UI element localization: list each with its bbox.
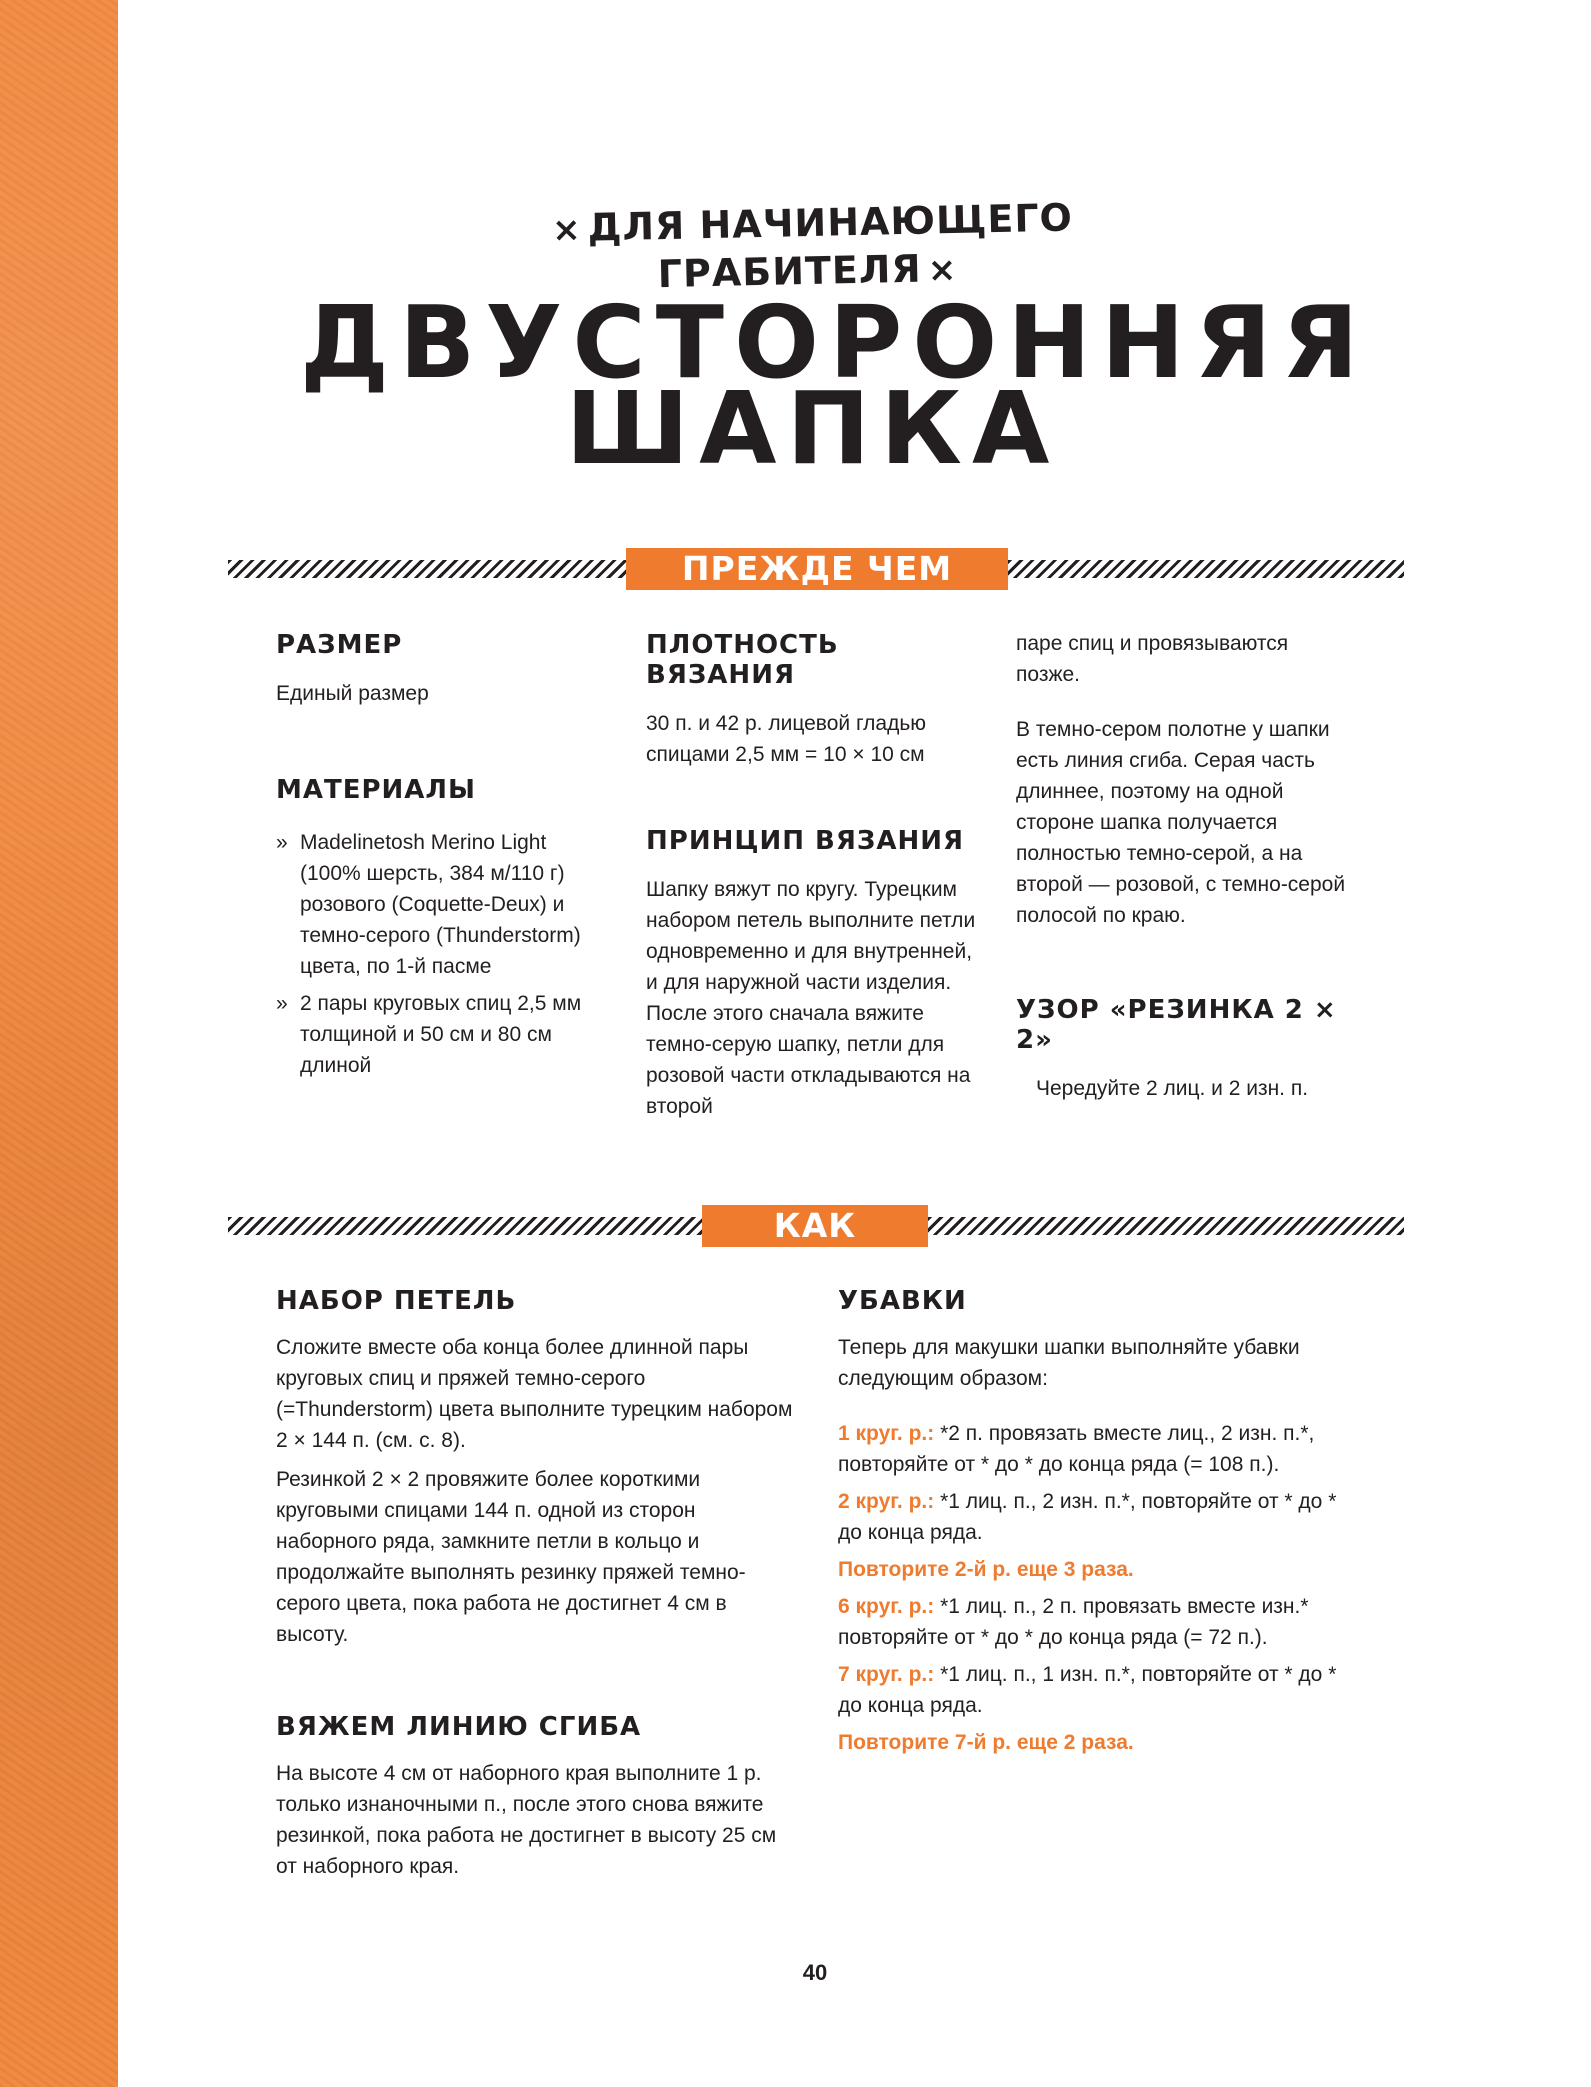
before-start-banner-label: ПРЕЖДЕ ЧЕМ НАЧАТЬ xyxy=(626,548,1008,590)
page-number: 40 xyxy=(802,1960,828,1985)
principle-text-para2: В темно-сером полотне у шапки есть линия сгиба. Серая часть длиннее, поэтому на одной стороне шапка получается полностью темно-серой, а на второй — розовой, с темно-серой полосой по краю. xyxy=(1016,718,1346,927)
repeat-instruction-2: Повторите 7-й р. еще 2 раза. xyxy=(838,1731,1134,1754)
hatch-right-decoration xyxy=(1008,560,1404,578)
cast-on-heading: НАБОР ПЕТЕЛЬ xyxy=(276,1286,517,1316)
cross-right-icon: × xyxy=(927,249,958,291)
round-2-label: 2 круг. р.: xyxy=(838,1490,935,1513)
cast-on-para-2: Резинкой 2 × 2 провяжите более короткими круговыми спицами 144 п. одной из сторон наборного ряда, замкните петли в кольцо и продолжайте выполнять резинку пряжей темно-серого цвета, пока работа не достигнет 4 см в высоту. xyxy=(276,1468,746,1646)
hatch-left-decoration xyxy=(228,560,626,578)
subtitle-text: ДЛЯ НАЧИНАЮЩЕГО ГРАБИТЕЛЯ xyxy=(587,195,1074,297)
pattern-text: Чередуйте 2 лиц. и 2 изн. п. xyxy=(1036,1077,1309,1100)
column-principle-cont-pattern xyxy=(1016,628,1346,1104)
principle-text: Шапку вяжут по кругу. Турецким набором петель выполните петли одновременно и для внутренней, и для наружной части изделия. После этого сначала вяжите темно-серую шапку, петли для розовой части откладываются на второй xyxy=(646,878,976,1118)
decreases-intro: Теперь для макушки шапки выполняйте убавки следующим образом: xyxy=(838,1336,1300,1390)
pattern-heading: УЗОР «РЕЗИНКА 2 × 2» xyxy=(1016,995,1337,1055)
hatch-right-decoration xyxy=(928,1217,1404,1235)
before-start-banner xyxy=(228,548,1404,630)
cross-left-icon: × xyxy=(551,209,583,251)
gauge-heading: ПЛОТНОСТЬ ВЯЗАНИЯ xyxy=(646,630,839,690)
round-1-text: *2 п. провязать вместе лиц., 2 изн. п.*, повторяйте от * до * до конца ряда (= 108 п.). xyxy=(838,1422,1315,1476)
principle-text-continued: паре спиц и провязываются позже. xyxy=(1016,632,1289,686)
round-6 xyxy=(838,1591,1358,1653)
size-heading: РАЗМЕР xyxy=(276,630,403,660)
hatch-left-decoration xyxy=(228,1217,702,1235)
title-line-2: ШАПКА xyxy=(565,370,1060,487)
orange-side-bar xyxy=(0,0,118,2087)
column-gauge-principle xyxy=(646,630,986,1122)
round-1-label: 1 круг. р.: xyxy=(838,1422,935,1445)
principle-heading: ПРИНЦИП ВЯЗАНИЯ xyxy=(646,826,964,856)
materials-list xyxy=(276,827,606,1081)
gauge-text: 30 п. и 42 р. лицевой гладью спицами 2,5 мм = 10 × 10 см xyxy=(646,712,927,766)
fold-line-text: На высоте 4 см от наборного края выполните 1 р. только изнаночными п., после этого снова вяжите резинкой, пока работа не достигнет в высоту 25 см от наборного края. xyxy=(276,1762,777,1878)
round-2 xyxy=(838,1486,1358,1548)
column-cast-on-fold xyxy=(276,1286,796,1882)
column-decreases xyxy=(838,1286,1358,1758)
fold-line-heading: ВЯЖЕМ ЛИНИЮ СГИБА xyxy=(276,1712,642,1742)
cast-on-para-1: Сложите вместе оба конца более длинной пары круговых спиц и пряжей темно-серого (=Thunderstorm) цвета выполните турецким набором 2 × 144 п. (см. с. 8). xyxy=(276,1336,793,1452)
list-item: » Madelinetosh Merino Light (100% шерсть, 384 м/110 г) розового (Coquette-Deux) и темно-серого (Thunderstorm) цвета, по 1-й пасме xyxy=(276,827,606,982)
round-6-label: 6 круг. р.: xyxy=(838,1595,935,1618)
round-7-label: 7 круг. р.: xyxy=(838,1663,935,1686)
round-1 xyxy=(838,1418,1358,1480)
materials-heading: МАТЕРИАЛЫ xyxy=(276,775,476,805)
round-7-text: *1 лиц. п., 1 изн. п.*, повторяйте от * до * до конца ряда. xyxy=(838,1663,1337,1717)
size-text: Единый размер xyxy=(276,682,429,705)
round-2-text: *1 лиц. п., 2 изн. п.*, повторяйте от * до * до конца ряда. xyxy=(838,1490,1337,1544)
title-line-1: ДВУСТОРОННЯЯ xyxy=(300,284,1369,401)
page-title xyxy=(300,284,1369,487)
round-7 xyxy=(838,1659,1358,1721)
how-to-knit-banner-label: КАК ВЯЗАТЬ xyxy=(702,1205,928,1247)
column-size-materials xyxy=(276,630,606,1081)
repeat-instruction-1: Повторите 2-й р. еще 3 раза. xyxy=(838,1558,1134,1581)
how-to-knit-banner xyxy=(228,1205,1404,1287)
decreases-heading: УБАВКИ xyxy=(838,1286,967,1316)
list-item: » 2 пары круговых спиц 2,5 мм толщиной и 50 см и 80 см длиной xyxy=(276,988,606,1081)
round-6-text: *1 лиц. п., 2 п. провязать вместе изн.* повторяйте от * до * до конца ряда (= 72 п.). xyxy=(838,1595,1309,1649)
